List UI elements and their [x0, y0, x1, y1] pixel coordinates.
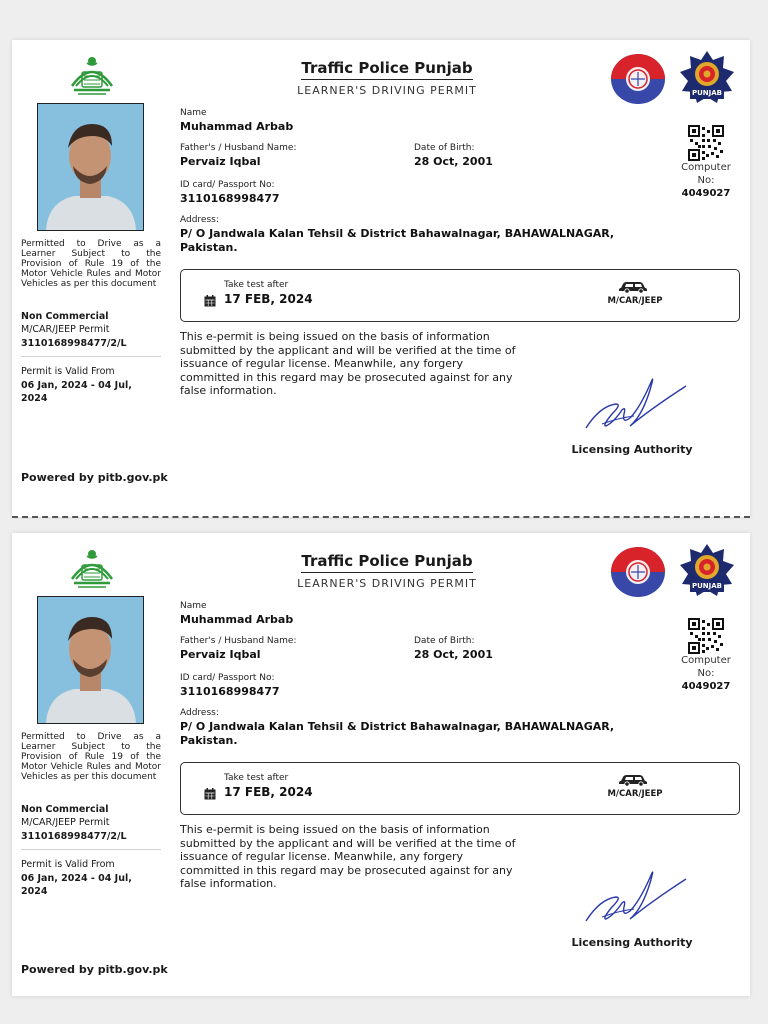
address-label: Address: — [180, 215, 219, 225]
computer-value: 4049027 — [681, 681, 731, 692]
divider — [21, 356, 161, 357]
permitted-text: Permitted to Drive as a Learner Subject to the Provision of Rule 19 of the Motor Vehicle Rules and Motor Vehicles as per this document — [21, 732, 161, 782]
computer-number-block — [672, 161, 740, 200]
disclaimer-text: This e-permit is being issued on the basis of information submitted by the applicant and will be verified at the time of issuance of regular license. Meanwhile, any forgery committed in this regard may be prosecuted against for any false information. — [180, 823, 516, 891]
validity-label: Permit is Valid From — [21, 859, 115, 870]
cut-line — [12, 516, 750, 518]
police-emblem-icon — [610, 53, 666, 105]
permitted-text: Permitted to Drive as a Learner Subject to the Provision of Rule 19 of the Motor Vehicle Rules and Motor Vehicles as per this document — [21, 239, 161, 289]
traffic-police-badge-icon — [678, 543, 736, 601]
id-value: 3110168998477 — [180, 685, 280, 698]
punjab-govt-logo-icon — [68, 56, 116, 98]
powered-by: Powered by pitb.gov.pk — [21, 963, 168, 976]
computer-label: Computer No: — [681, 655, 731, 679]
permit-header — [262, 58, 512, 97]
id-label: ID card/ Passport No: — [180, 673, 275, 683]
id-label: ID card/ Passport No: — [180, 180, 275, 190]
permit-type: Non Commercial — [21, 804, 109, 815]
car-icon — [619, 279, 649, 293]
computer-number-block — [672, 654, 740, 693]
badge-label: PUNJAB — [691, 582, 723, 590]
dob-label: Date of Birth: — [414, 143, 475, 153]
calendar-icon — [204, 788, 216, 800]
permit-card-top — [12, 40, 750, 517]
dob-value: 28 Oct, 2001 — [414, 155, 493, 168]
signature-icon — [582, 378, 688, 440]
dob-value: 28 Oct, 2001 — [414, 648, 493, 661]
permit-number: 3110168998477/2/L — [21, 831, 127, 842]
person-photo-icon — [38, 104, 143, 230]
applicant-photo — [37, 596, 144, 724]
validity-label: Permit is Valid From — [21, 366, 115, 377]
vehicle-permit: M/CAR/JEEP Permit — [21, 324, 110, 335]
address-label: Address: — [180, 708, 219, 718]
father-value: Pervaiz Iqbal — [180, 648, 261, 661]
test-label: Take test after — [224, 773, 289, 783]
validity-value: 06 Jan, 2024 - 04 Jul, 2024 — [21, 380, 132, 404]
permit-subtitle: LEARNER'S DRIVING PERMIT — [297, 577, 477, 590]
father-label: Father's / Husband Name: — [180, 143, 297, 153]
permit-header — [262, 551, 512, 590]
test-date-box — [180, 269, 740, 322]
powered-by: Powered by pitb.gov.pk — [21, 471, 168, 484]
vehicle-permit: M/CAR/JEEP Permit — [21, 817, 110, 828]
licensing-authority: Licensing Authority — [571, 443, 693, 456]
police-emblem-icon — [610, 546, 666, 598]
permit-title: Traffic Police Punjab — [301, 552, 472, 573]
address-value: P/ O Jandwala Kalan Tehsil & District Bahawalnagar, BAHAWALNAGAR, Pakistan. — [180, 720, 615, 747]
traffic-police-badge-icon — [678, 50, 736, 108]
permit-subtitle: LEARNER'S DRIVING PERMIT — [297, 84, 477, 97]
disclaimer-text: This e-permit is being issued on the basis of information submitted by the applicant and will be verified at the time of issuance of regular license. Meanwhile, any forgery committed in this regard may be prosecuted against for any false information. — [180, 330, 516, 398]
permit-number: 3110168998477/2/L — [21, 338, 127, 349]
test-date: 17 FEB, 2024 — [224, 292, 313, 306]
qr-code-icon — [688, 125, 724, 161]
id-value: 3110168998477 — [180, 192, 280, 205]
name-label: Name — [180, 601, 207, 611]
computer-label: Computer No: — [681, 162, 731, 186]
test-date: 17 FEB, 2024 — [224, 785, 313, 799]
validity-value: 06 Jan, 2024 - 04 Jul, 2024 — [21, 873, 132, 897]
vehicle-class: M/CAR/JEEP — [607, 296, 663, 306]
permit-title: Traffic Police Punjab — [301, 59, 472, 80]
father-label: Father's / Husband Name: — [180, 636, 297, 646]
divider — [21, 849, 161, 850]
qr-code-icon — [688, 618, 724, 654]
name-value: Muhammad Arbab — [180, 613, 294, 626]
signature-icon — [582, 871, 688, 933]
dob-label: Date of Birth: — [414, 636, 475, 646]
address-value: P/ O Jandwala Kalan Tehsil & District Bahawalnagar, BAHAWALNAGAR, Pakistan. — [180, 227, 615, 254]
vehicle-class: M/CAR/JEEP — [607, 789, 663, 799]
name-label: Name — [180, 108, 207, 118]
permit-card-bottom — [12, 533, 750, 996]
person-photo-icon — [38, 597, 143, 723]
computer-value: 4049027 — [681, 188, 731, 199]
punjab-govt-logo-icon — [68, 549, 116, 591]
name-value: Muhammad Arbab — [180, 120, 294, 133]
test-label: Take test after — [224, 280, 289, 290]
applicant-photo — [37, 103, 144, 231]
test-date-box — [180, 762, 740, 815]
permit-type: Non Commercial — [21, 311, 109, 322]
car-icon — [619, 772, 649, 786]
father-value: Pervaiz Iqbal — [180, 155, 261, 168]
calendar-icon — [204, 295, 216, 307]
badge-label: PUNJAB — [691, 89, 723, 97]
licensing-authority: Licensing Authority — [571, 936, 693, 949]
